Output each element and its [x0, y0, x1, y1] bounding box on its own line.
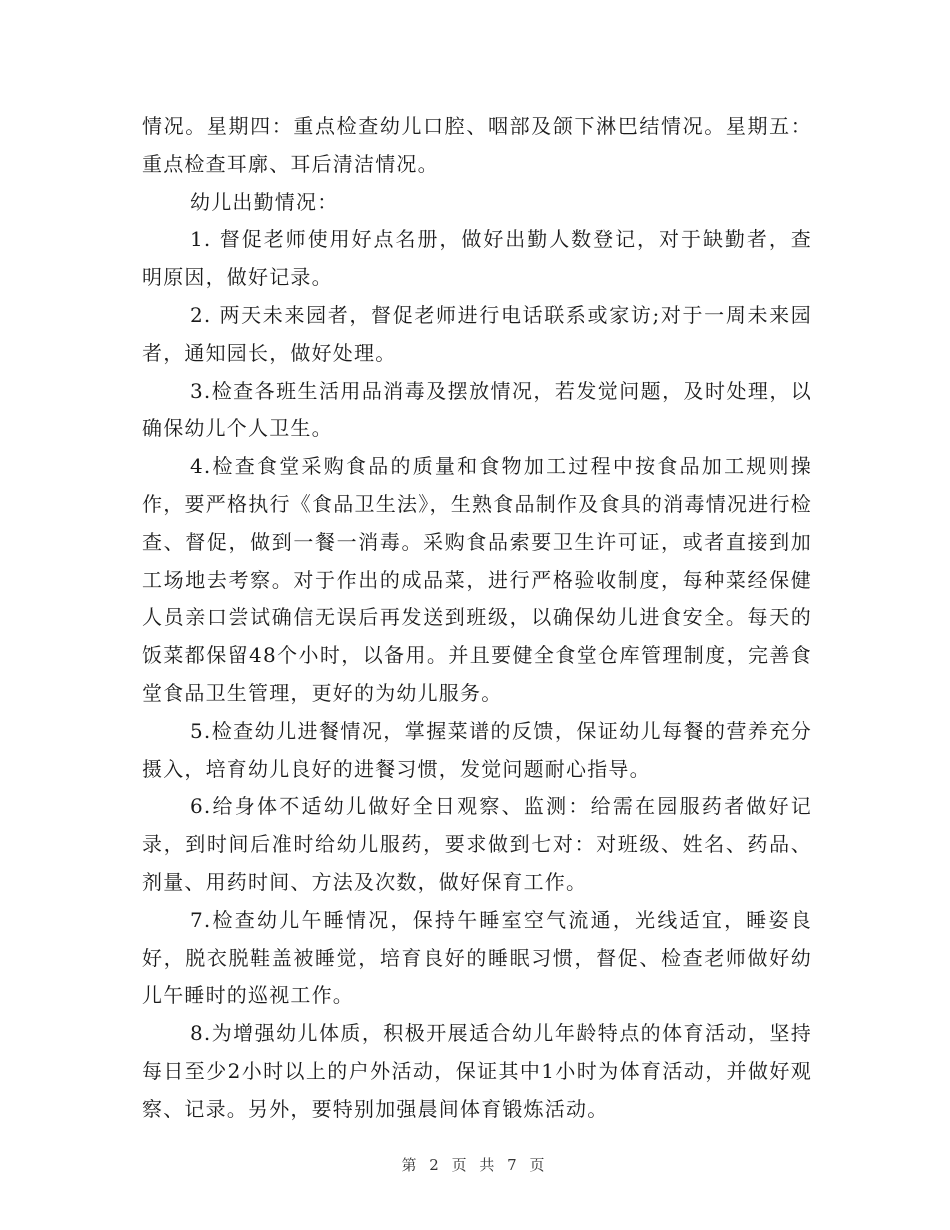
paragraph-continuation: 情况。星期四：重点检查幼儿口腔、咽部及颌下淋巴结情况。星期五：重点检查耳廓、耳后清洁情况。 [142, 114, 812, 176]
paragraph-item-4: 4.检查食堂采购食品的质量和食物加工过程中按食品加工规则操作，要严格执行《食品卫生法》，生熟食品制作及食具的消毒情况进行检查、督促，做到一餐一消毒。采购食品索要卫生许可证，或者直接到加工场地去考察。对于作出的成品菜，进行严格验收制度，每种菜经保健人员亲口尝试确信无误后再发送到班级，以确保幼儿进食安全。每天的饭菜都保留48个小时，以备用。并且要健全食堂仓库管理制度，完善食堂食品卫生管理，更好的为幼儿服务。 [142, 454, 812, 705]
paragraph-item-7: 7.检查幼儿午睡情况，保持午睡室空气流通，光线适宜，睡姿良好，脱衣脱鞋盖被睡觉，培育良好的睡眠习惯，督促、检查老师做好幼儿午睡时的巡视工作。 [142, 907, 812, 1008]
paragraph-item-6: 6.给身体不适幼儿做好全日观察、监测：给需在园服药者做好记录，到时间后准时给幼儿服药，要求做到七对：对班级、姓名、药品、剂量、用药时间、方法及次数，做好保育工作。 [142, 794, 812, 894]
page-number-footer: 第 2 页 共 7 页 [401, 1156, 549, 1174]
paragraph-item-1: 1. 督促老师使用好点名册，做好出勤人数登记，对于缺勤者，查明原因，做好记录。 [142, 227, 812, 290]
paragraph-item-5: 5.检查幼儿进餐情况，掌握菜谱的反馈，保证幼儿每餐的营养充分摄入，培育幼儿良好的进餐习惯，发觉问题耐心指导。 [142, 718, 812, 781]
paragraph-item-8: 8.为增强幼儿体质，积极开展适合幼儿年龄特点的体育活动，坚持每日至少2小时以上的户外活动，保证其中1小时为体育活动，并做好观察、记录。另外，要特别加强晨间体育锻炼活动。 [142, 1021, 812, 1121]
paragraph-item-3: 3.检查各班生活用品消毒及摆放情况，若发觉问题，及时处理，以确保幼儿个人卫生。 [142, 378, 812, 441]
paragraph-item-2: 2. 两天未来园者，督促老师进行电话联系或家访;对于一周未来园者，通知园长，做好处理。 [142, 302, 812, 365]
paragraph-attendance-heading: 幼儿出勤情况： [190, 189, 339, 214]
document-body [142, 108, 812, 1129]
